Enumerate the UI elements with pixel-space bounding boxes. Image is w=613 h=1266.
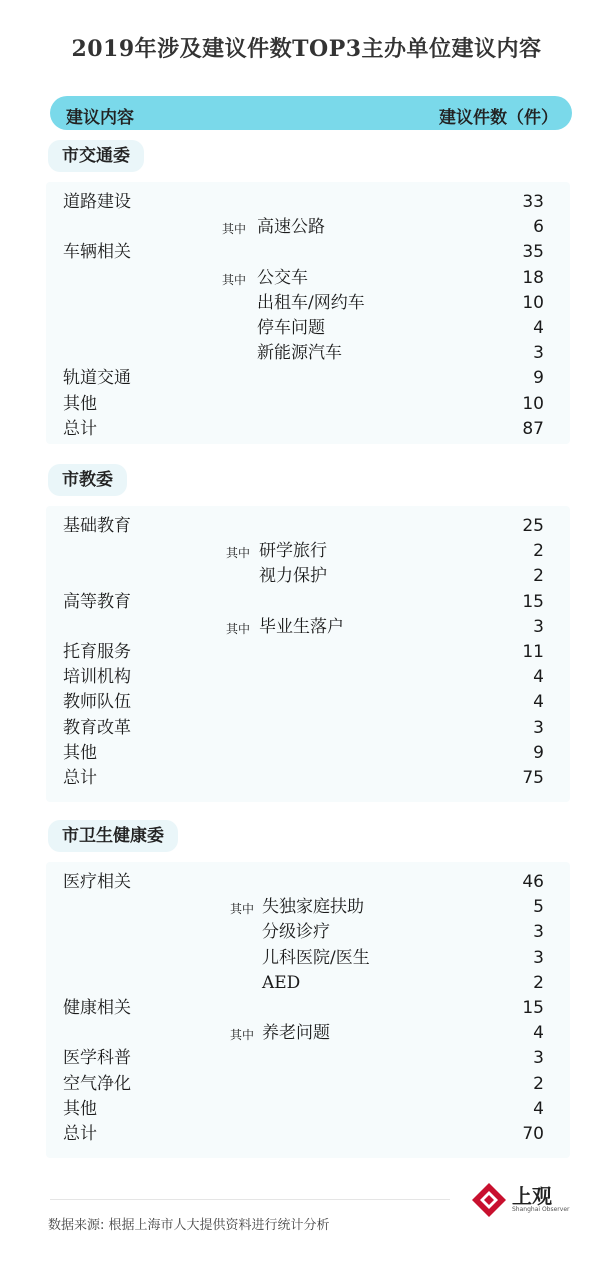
logo-sub-text: Shanghai Observer <box>512 1206 570 1213</box>
item-count: 46 <box>522 872 544 892</box>
item-count: 9 <box>533 742 544 763</box>
sub-item-label: AED <box>262 972 301 993</box>
table-row <box>46 1122 570 1147</box>
item-count: 2 <box>533 566 544 587</box>
section-tab-education: 市教委 <box>48 464 127 496</box>
item-count: 11 <box>522 642 544 662</box>
item-count: 33 <box>522 192 544 212</box>
sub-item-label: 公交车 <box>257 267 308 288</box>
item-count: 70 <box>522 1124 544 1144</box>
item-label: 总计 <box>63 768 97 788</box>
item-label: 托育服务 <box>63 642 131 662</box>
section-panel-transport <box>46 182 570 444</box>
item-label: 基础教育 <box>63 516 131 536</box>
item-count: 25 <box>522 516 544 536</box>
item-count: 87 <box>522 418 544 439</box>
page-title: 2019年涉及建议件数TOP3主办单位建议内容 <box>71 36 542 62</box>
sub-item-label: 儿科医院/医生 <box>262 947 370 968</box>
table-row <box>46 766 570 791</box>
item-label: 道路建设 <box>63 192 131 212</box>
table-row <box>46 870 570 895</box>
item-count: 3 <box>533 1048 544 1069</box>
table-row <box>46 564 570 589</box>
table-row <box>46 590 570 615</box>
item-label: 医疗相关 <box>63 872 131 892</box>
qizhong-marker: 其中 <box>222 222 247 237</box>
sub-item-label: 分级诊疗 <box>262 922 330 943</box>
sub-item-label: 研学旅行 <box>259 541 327 562</box>
qizhong-marker: 其中 <box>230 902 255 917</box>
footer-divider <box>50 1199 450 1200</box>
header-count-label: 建议件数（件） <box>439 108 558 128</box>
table-row <box>46 1046 570 1071</box>
item-count: 3 <box>533 947 544 968</box>
item-label: 培训机构 <box>63 667 131 688</box>
item-count: 10 <box>522 393 544 414</box>
item-label: 教育改革 <box>63 717 131 738</box>
table-row <box>46 665 570 690</box>
item-label: 总计 <box>63 418 97 439</box>
table-row <box>46 392 570 417</box>
table-row <box>46 920 570 945</box>
item-count: 4 <box>533 318 544 338</box>
section-tab-health: 市卫生健康委 <box>48 820 178 852</box>
item-label: 轨道交通 <box>63 368 131 389</box>
table-row <box>46 895 570 920</box>
table-row <box>46 741 570 766</box>
item-count: 75 <box>522 768 544 788</box>
item-label: 其他 <box>63 393 97 414</box>
table-row <box>46 366 570 391</box>
item-label: 高等教育 <box>63 591 131 612</box>
item-count: 15 <box>522 998 544 1018</box>
section-panel-education <box>46 506 570 802</box>
item-label: 教师队伍 <box>63 692 131 713</box>
sub-item-label: 失独家庭扶助 <box>262 897 364 918</box>
table-row <box>46 240 570 265</box>
item-label: 医学科普 <box>63 1048 131 1069</box>
sub-item-label: 停车问题 <box>257 318 325 338</box>
table-row <box>46 291 570 316</box>
table-row <box>46 514 570 539</box>
table-header <box>50 96 572 130</box>
item-count: 3 <box>533 616 544 637</box>
table-row <box>46 190 570 215</box>
table-row <box>46 690 570 715</box>
item-count: 4 <box>533 1023 544 1044</box>
table-row <box>46 215 570 240</box>
table-row <box>46 1097 570 1122</box>
item-count: 4 <box>533 667 544 688</box>
table-row <box>46 615 570 640</box>
item-label: 总计 <box>63 1124 97 1144</box>
item-label: 其他 <box>63 1098 97 1119</box>
item-count: 2 <box>533 1073 544 1094</box>
qizhong-marker: 其中 <box>226 621 251 636</box>
table-row <box>46 266 570 291</box>
table-row <box>46 1021 570 1046</box>
table-row <box>46 946 570 971</box>
item-count: 35 <box>522 242 544 263</box>
item-count: 18 <box>522 267 544 288</box>
item-count: 9 <box>533 368 544 389</box>
table-row <box>46 1072 570 1097</box>
sub-item-label: 出租车/网约车 <box>257 292 365 313</box>
item-count: 3 <box>533 922 544 943</box>
item-count: 4 <box>533 1098 544 1119</box>
table-row <box>46 539 570 564</box>
sub-item-label: 新能源汽车 <box>257 343 342 364</box>
item-count: 3 <box>533 717 544 738</box>
header-content-label: 建议内容 <box>66 108 134 128</box>
qizhong-marker: 其中 <box>230 1028 255 1043</box>
sub-item-label: 养老问题 <box>262 1023 330 1044</box>
qizhong-marker: 其中 <box>222 272 247 287</box>
qizhong-marker: 其中 <box>226 546 251 561</box>
table-row <box>46 417 570 442</box>
item-count: 6 <box>533 217 544 238</box>
table-row <box>46 640 570 665</box>
item-count: 15 <box>522 591 544 612</box>
item-count: 5 <box>533 897 544 918</box>
table-row <box>46 716 570 741</box>
section-panel-health <box>46 862 570 1158</box>
sub-item-label: 毕业生落户 <box>259 616 344 637</box>
item-count: 2 <box>533 972 544 993</box>
item-count: 2 <box>533 541 544 562</box>
item-count: 3 <box>533 343 544 364</box>
table-row <box>46 341 570 366</box>
logo-mark-icon <box>470 1181 508 1219</box>
section-tab-transport: 市交通委 <box>48 140 144 172</box>
shanghai-observer-logo <box>470 1178 570 1222</box>
item-label: 车辆相关 <box>63 242 131 263</box>
sub-item-label: 视力保护 <box>259 566 327 587</box>
table-row <box>46 971 570 996</box>
table-row <box>46 316 570 341</box>
item-label: 健康相关 <box>63 998 131 1018</box>
item-label: 空气净化 <box>63 1073 131 1094</box>
item-label: 其他 <box>63 742 97 763</box>
sub-item-label: 高速公路 <box>257 217 325 238</box>
table-row <box>46 996 570 1021</box>
source-note: 数据来源: 根据上海市人大提供资料进行统计分析 <box>48 1218 330 1233</box>
item-count: 10 <box>522 292 544 313</box>
item-count: 4 <box>533 692 544 713</box>
logo-brand-text: 上观 <box>512 1184 552 1208</box>
